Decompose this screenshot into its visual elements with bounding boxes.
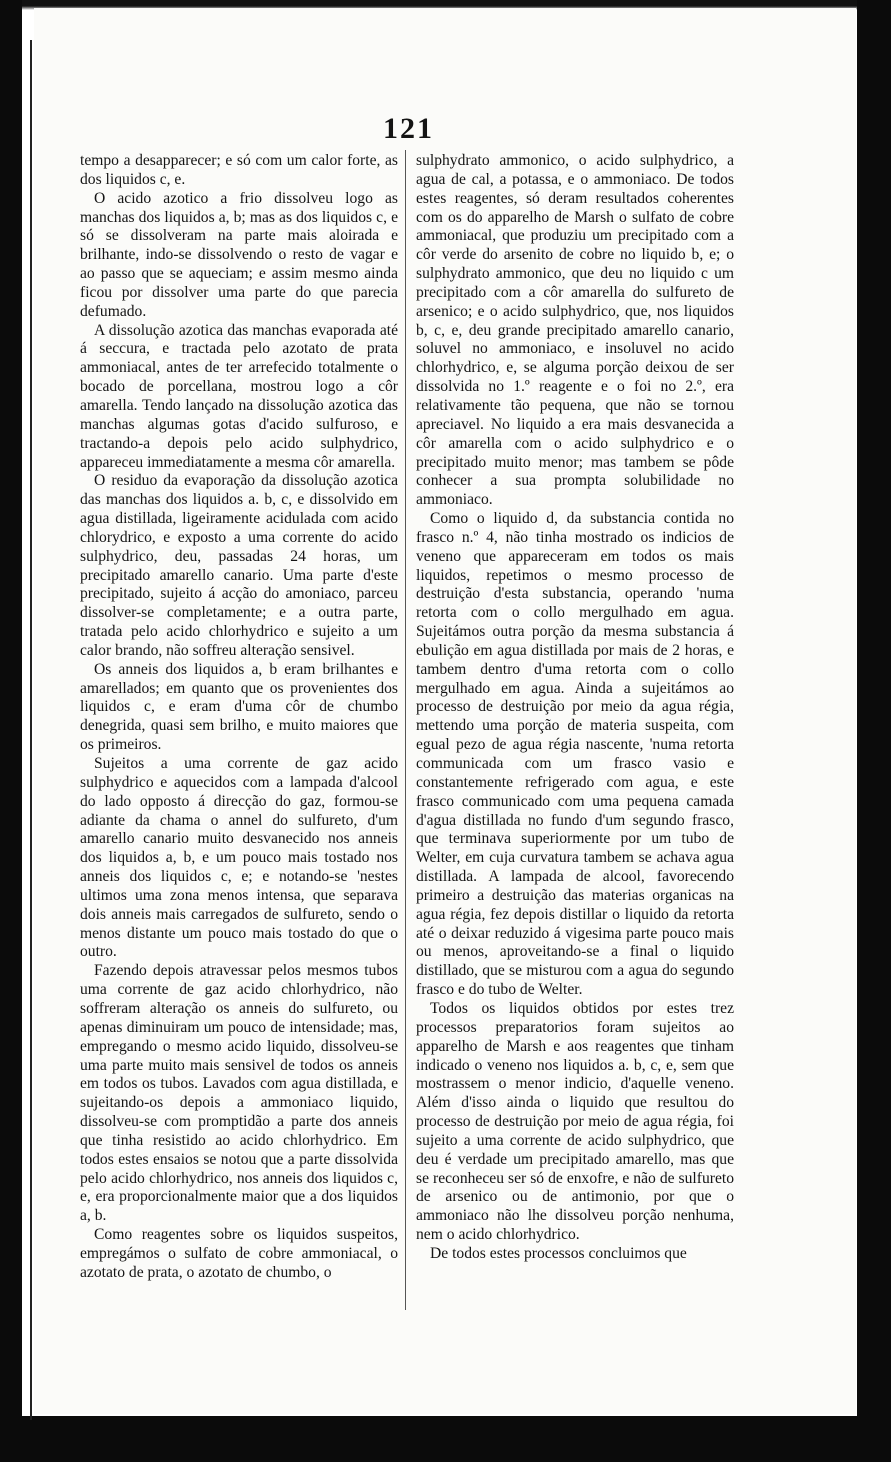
scan-border-right xyxy=(857,0,891,1462)
paragraph: Como o liquido d, da substancia contida no frasco n.º 4, não tinha mostrado os indicios de veneno que appareceram em todos os mais liquidos, repetimos o mesmo processo de destruição d'esta substancia, operando 'numa retorta com o collo mergulhado em agua. Sujeitámos outra porção da mesma substancia á ebulição em agua distillada por mais de 2 horas, e tambem dentro d'uma retorta com o collo mergulhado em agua. Ainda a sujeitámos ao processo de destruição por meio da agua régia, mettendo uma porção de materia suspeita, com egual pezo de agua régia nascente, 'numa retorta communicada com um frasco vasio e constantemente refrigerado com agua, e este frasco communicado com uma pequena camada d'agua distillada no fundo d'um segundo frasco, que terminava superiormente por um tubo de Welter, em cuja curvatura tambem se achava agua distillada. A lampada de alcool, favorecendo primeiro a destruição das materias organicas na agua régia, fez depois distillar o liquido da retorta até o deixar reduzido á vigesima parte pouco mais ou menos, aproveitando-se a final o liquido distillado, que se misturou com a agua do segundo frasco e do tubo de Welter. xyxy=(416,510,734,999)
page-number: 121 xyxy=(383,112,434,145)
column-divider xyxy=(405,150,406,1310)
paragraph: A dissolução azotica das manchas evaporada até á seccura, e tractada pelo azotato de prata ammoniacal, antes de ter arrefecido totalmente o bocado de porcellana, mostrou logo a côr amarella. Tendo lançado na dissolução azotica das manchas algumas gotas d'acido sulfuroso, e tractando-a depois pelo acido sulphydrico, appareceu immediatamente a mesma côr amarella. xyxy=(80,321,398,471)
paragraph: Todos os liquidos obtidos por estes trez processos preparatorios foram sujeitos ao apparelho de Marsh e aos reagentes que tinham indicado o veneno nos liquidos a. b, c, e, sem que mostrassem o menor indicio, d'aquelle veneno. Além d'isso ainda o liquido que resultou do processo de destruição por meio de agua régia, foi sujeito a uma corrente de acido sulphydrico, que deu é verdade um precipitado amarello, mas que se reconheceu ser só de enxofre, e não de sulfureto de arsenico ou de antimonio, por que o ammoniaco não lhe dissolveu porção nenhuma, nem o acido chlorhydrico. xyxy=(416,999,734,1244)
right-column xyxy=(416,152,734,1264)
paragraph: O acido azotico a frio dissolveu logo as manchas dos liquidos a, b; mas as dos liquidos c, e só se dissolveram na parte mais aloirada e brilhante, indo-se dissolvendo o resto de vagar e ao passo que se aqueciam; e assim mesmo ainda ficou por dissolver uma parte do que parecia defumado. xyxy=(80,189,398,320)
scan-edge-inner xyxy=(30,40,32,1420)
paragraph: Os anneis dos liquidos a, b eram brilhantes e amarellados; em quanto que os provenientes dos liquidos c, e eram d'uma côr de chumbo denegrida, quasi sem brilho, e muito maiores que os primeiros. xyxy=(80,660,398,754)
scan-border-left xyxy=(0,0,22,1462)
paragraph: Sujeitos a uma corrente de gaz acido sulphydrico e aquecidos com a lampada d'alcool do lado opposto á direcção do gaz, formou-se adiante da chama o annel do sulfureto, d'um amarello canario muito desvanecido nos anneis dos liquidos a, b, e um pouco mais tostado nos anneis dos liquidos c, e; e notando-se 'nestes ultimos uma zona menos intensa, que separava dois anneis mais carregados de sulfureto, sendo o menos distante um pouco mais tostado do que o outro. xyxy=(80,755,398,961)
paragraph: O residuo da evaporação da dissolução azotica das manchas dos liquidos a. b, c, e dissolvido em agua distillada, ligeiramente acidulada com acido chlorydrico, e exposto a uma corrente do acido sulphydrico, deu, passadas 24 horas, um precipitado amarello canario. Uma parte d'este precipitado, sujeito á acção do amoniaco, parceu dissolver-se completamente; e a outra parte, tratada pelo acido chlorhydrico e sujeito a um calor brando, não soffreu alteração sensivel. xyxy=(80,472,398,659)
paragraph: De todos estes processos concluimos que xyxy=(430,1244,687,1262)
paragraph: tempo a desapparecer; e só com um calor forte, as dos liquidos c, e. xyxy=(80,152,398,188)
paragraph: sulphydrato ammonico, o acido sulphydrico, a agua de cal, a potassa, e o ammoniaco. De todos estes reagentes, só deram resultados coherentes com os do apparelho de Marsh o sulfato de cobre ammoniacal, que produziu um precipitado com a côr verde do arsenito de cobre no liquido b, e; o sulphydrato ammonico, que deu no liquido c um precipitado com a côr amarella do sulfureto de arsenico; e o acido sulphydrico, que, nos liquidos b, c, e, deu grande precipitado amarello canario, soluvel no ammoniaco, e insoluvel no acido chlorhydrico, e, se alguma porção deixou de ser dissolvida no 1.º reagente e o foi no 2.º, era relativamente tão pequena, que não se tornou apreciavel. No liquido a era mais desvanecida a côr amarella com o acido sulphydrico e o precipitado muito menor; mas tambem se pôde conhecer a sua prompta solubilidade no ammoniaco. xyxy=(416,152,734,509)
left-column xyxy=(80,152,398,1283)
paragraph: Como reagentes sobre os liquidos suspeitos, empregámos o sulfato de cobre ammoniacal, o azotato de prata, o azotato de chumbo, o xyxy=(80,1226,398,1281)
paragraph: Fazendo depois atravessar pelos mesmos tubos uma corrente de gaz acido chlorhydrico, não soffreram alteração os anneis do sulfureto, ou apenas diminuiram um pouco de intensidade; mas, empregando o mesmo acido liquido, dissolveu-se uma parte muito mais sensivel de todos os anneis em todos os tubos. Lavados com agua distillada, e sujeitando-os depois a ammoniaco liquido, dissolveu-se com promptidão a parte dos anneis que tinha resistido ao acido chlorhydrico. Em todos estes ensaios se notou que a parte dissolvida pelo acido chlorhydrico, nos anneis dos liquidos c, e, era proporcionalmente maior que a dos liquidos a, b. xyxy=(80,962,398,1225)
scan-border-bottom xyxy=(0,1416,891,1462)
